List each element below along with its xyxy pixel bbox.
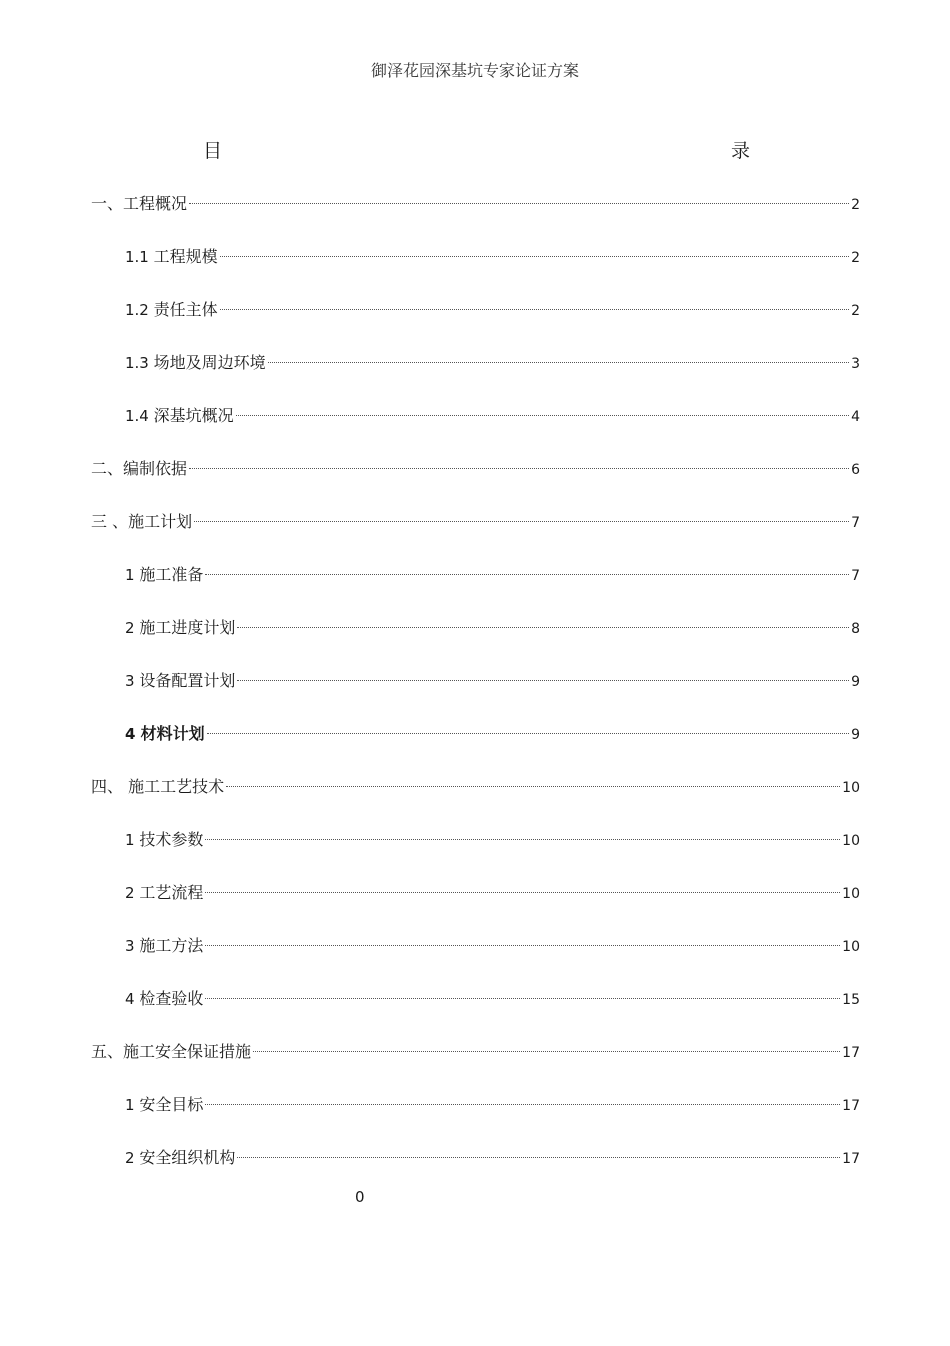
toc-entry-label <box>125 986 203 1012</box>
toc-entry-text: 三 、施工计划 <box>91 512 193 531</box>
toc-entry-number: 2 <box>125 1149 140 1167</box>
toc-entry[interactable] <box>91 509 860 562</box>
toc-entry-number: 2 <box>125 619 140 637</box>
toc-entry-text: 设备配置计划 <box>139 671 236 690</box>
toc-leader-dots <box>189 203 849 204</box>
toc-entry-number: 2 <box>125 884 140 902</box>
toc-leader-dots <box>205 998 840 999</box>
toc-entry-page: 10 <box>842 833 860 849</box>
toc-entry-text: 工艺流程 <box>139 883 204 902</box>
toc-leader-dots <box>237 680 849 681</box>
toc-entry-label <box>125 350 266 376</box>
toc-leader-dots <box>205 839 840 840</box>
toc-entry-page: 17 <box>842 1045 860 1061</box>
toc-entry[interactable] <box>91 774 860 827</box>
toc-entry-label <box>125 615 235 641</box>
toc-entry-text: 施工方法 <box>139 936 204 955</box>
page-number: 0 <box>355 1188 365 1206</box>
toc-leader-dots <box>189 468 849 469</box>
running-header: 御泽花园深基坑专家论证方案 <box>370 61 579 80</box>
toc-entry-label <box>125 297 218 323</box>
toc-entry-label <box>125 562 203 588</box>
toc-entry[interactable] <box>91 721 860 774</box>
toc-leader-dots <box>205 574 849 575</box>
toc-leader-dots <box>205 1104 840 1105</box>
toc-entry[interactable] <box>91 191 860 244</box>
toc-entry-page: 9 <box>851 727 860 743</box>
toc-entry-page: 7 <box>851 515 860 531</box>
toc-entry-number: 1.1 <box>125 248 154 266</box>
toc-entry-page: 8 <box>851 621 860 637</box>
toc-entry-page: 17 <box>842 1151 860 1167</box>
toc-entry-number: 1.2 <box>125 301 154 319</box>
table-of-contents <box>91 191 860 1198</box>
toc-entry-text: 深基坑概况 <box>153 406 234 425</box>
toc-entry-label <box>91 1039 251 1065</box>
toc-entry-text: 安全目标 <box>139 1095 204 1114</box>
toc-entry-text: 施工准备 <box>139 565 204 584</box>
toc-entry[interactable] <box>91 297 860 350</box>
toc-entry-text: 五、施工安全保证措施 <box>91 1042 252 1061</box>
toc-leader-dots <box>236 415 849 416</box>
toc-entry-text: 工程规模 <box>153 247 218 266</box>
toc-leader-dots <box>253 1051 840 1052</box>
toc-entry[interactable] <box>91 668 860 721</box>
toc-leader-dots <box>205 945 840 946</box>
toc-entry-page: 6 <box>851 462 860 478</box>
toc-entry-number: 1 <box>125 1096 140 1114</box>
toc-entry-label <box>125 827 203 853</box>
toc-entry-label <box>125 1092 203 1118</box>
toc-entry-page: 9 <box>851 674 860 690</box>
toc-heading <box>0 136 950 162</box>
toc-entry[interactable] <box>91 880 860 933</box>
toc-entry-text: 施工进度计划 <box>139 618 236 637</box>
toc-entry-page: 2 <box>851 250 860 266</box>
toc-entry[interactable] <box>91 615 860 668</box>
toc-entry-label <box>125 933 203 959</box>
toc-entry[interactable] <box>91 1092 860 1145</box>
toc-entry[interactable] <box>91 403 860 456</box>
toc-entry-number: 4 <box>125 725 141 743</box>
toc-entry[interactable] <box>91 350 860 403</box>
toc-entry-text: 技术参数 <box>139 830 204 849</box>
toc-entry-page: 3 <box>851 356 860 372</box>
toc-heading-right: 录 <box>731 140 751 162</box>
toc-entry-number: 4 <box>125 990 140 1008</box>
toc-leader-dots <box>194 521 849 522</box>
toc-entry-page: 7 <box>851 568 860 584</box>
toc-leader-dots <box>237 1157 840 1158</box>
toc-entry-text: 场地及周边环境 <box>153 353 266 372</box>
toc-entry-number: 1 <box>125 566 140 584</box>
toc-entry-label <box>125 244 218 270</box>
toc-entry-number: 3 <box>125 672 140 690</box>
toc-entry-text: 材料计划 <box>140 724 205 743</box>
toc-leader-dots <box>226 786 840 787</box>
toc-entry-label <box>125 403 234 429</box>
toc-entry-text: 责任主体 <box>153 300 218 319</box>
toc-entry-page: 10 <box>842 886 860 902</box>
toc-entry-text: 检查验收 <box>139 989 204 1008</box>
toc-entry-page: 4 <box>851 409 860 425</box>
toc-entry-page: 15 <box>842 992 860 1008</box>
toc-entry-label <box>91 774 224 800</box>
toc-entry-number: 3 <box>125 937 140 955</box>
toc-leader-dots <box>237 627 849 628</box>
toc-entry[interactable] <box>91 244 860 297</box>
toc-entry-text: 二、编制依据 <box>91 459 188 478</box>
toc-leader-dots <box>220 309 849 310</box>
toc-entry-label <box>125 721 205 747</box>
toc-entry-label <box>125 1145 235 1171</box>
toc-entry-text: 安全组织机构 <box>139 1148 236 1167</box>
toc-entry-page: 10 <box>842 780 860 796</box>
toc-entry-label <box>91 509 192 535</box>
toc-entry-page: 2 <box>851 197 860 213</box>
toc-entry-label <box>91 456 187 482</box>
toc-entry[interactable] <box>91 986 860 1039</box>
toc-entry[interactable] <box>91 933 860 986</box>
toc-entry[interactable] <box>91 456 860 509</box>
toc-entry-number: 1.3 <box>125 354 154 372</box>
toc-entry-number: 1.4 <box>125 407 154 425</box>
toc-entry-text: 一、工程概况 <box>91 194 188 213</box>
toc-leader-dots <box>220 256 849 257</box>
toc-entry-text: 四、 施工工艺技术 <box>91 777 225 796</box>
toc-entry[interactable] <box>91 562 860 615</box>
toc-leader-dots <box>205 892 840 893</box>
toc-leader-dots <box>268 362 849 363</box>
toc-entry[interactable] <box>91 1039 860 1092</box>
toc-entry[interactable] <box>91 1145 860 1198</box>
toc-entry-page: 2 <box>851 303 860 319</box>
toc-entry-number: 1 <box>125 831 140 849</box>
toc-entry-page: 10 <box>842 939 860 955</box>
toc-entry-page: 17 <box>842 1098 860 1114</box>
toc-entry-label <box>125 668 235 694</box>
toc-entry[interactable] <box>91 827 860 880</box>
toc-entry-label <box>91 191 187 217</box>
toc-entry-label <box>125 880 203 906</box>
toc-leader-dots <box>207 733 849 734</box>
toc-heading-left: 目 <box>203 140 223 162</box>
